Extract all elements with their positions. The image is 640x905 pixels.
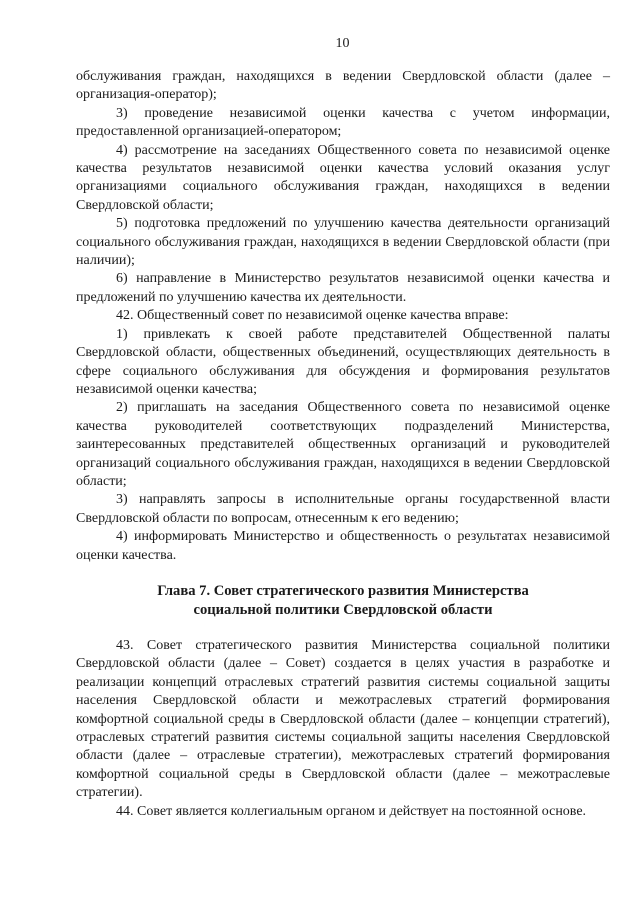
paragraph-right-4: 4) информировать Министерство и общественность о результатах независимой оценки качества. — [76, 529, 610, 563]
paragraph-clause-44: 44. Совет является коллегиальным органом и действует на постоянной основе. — [116, 803, 587, 819]
page-number: 10 — [335, 36, 350, 51]
paragraph-continuation: обслуживания граждан, находящихся в ведении Свердловской области (далее – организация-оператор); — [76, 69, 610, 103]
document-body — [76, 68, 610, 821]
chapter-heading-line-1: Глава 7. Совет стратегического развития Министерства — [157, 582, 529, 599]
paragraph-item-4: 4) рассмотрение на заседаниях Общественного совета по независимой оценке качества результатов независимой оценки качества условий оказания услуг организациями социального обслуживания граждан, находящихся в ведении Свердловской области; — [76, 142, 610, 213]
chapter-heading — [76, 582, 610, 620]
chapter-heading-line-2: социальной политики Свердловской области — [193, 601, 493, 618]
paragraph-right-3: 3) направлять запросы в исполнительные органы государственной власти Свердловской области по вопросам, отнесенным к его ведению; — [76, 492, 610, 526]
paragraph-clause-42: 42. Общественный совет по независимой оценке качества вправе: — [116, 308, 509, 324]
paragraph-item-3: 3) проведение независимой оценки качества с учетом информации, предоставленной организацией-оператором; — [76, 105, 610, 140]
paragraph-right-1: 1) привлекать к своей работе представителей Общественной палаты Свердловской области, общественных объединений, осуществляющих деятельность в сфере социального обслуживания для обсуждения и формирования результатов независимой оценки качества; — [76, 326, 610, 397]
paragraph-item-5: 5) подготовка предложений по улучшению качества деятельности организаций социального обслуживания граждан, находящихся в ведении Свердловской области (при наличии); — [76, 216, 610, 269]
paragraph-right-2: 2) приглашать на заседания Общественного совета по независимой оценке качества руководителей соответствующих подразделений Министерства, заинтересованных представителей общественных организаций и руководителей организаций социального обслуживания граждан, находящихся в ведении Свердловской области; — [76, 400, 610, 489]
paragraph-item-6: 6) направление в Министерство результатов независимой оценки качества и предложений по улучшению качества их деятельности. — [76, 271, 610, 305]
paragraph-clause-43: 43. Совет стратегического развития Министерства социальной политики Свердловской области (далее – Совет) создается в целях участия в разработке и реализации концепций отраслевых стратегий развития системы социальной защиты населения Свердловской области и межотраслевых стратегий формирования комфортной социальной среды в Свердловской области (далее – концепции стратегий), отраслевых стратегий развития системы социальной защиты населения Свердловской области (далее – отраслевые стратегии), межотраслевых стратегий формирования комфортной социальной среды в Свердловской области (далее – межотраслевые стратегии). — [76, 637, 610, 801]
